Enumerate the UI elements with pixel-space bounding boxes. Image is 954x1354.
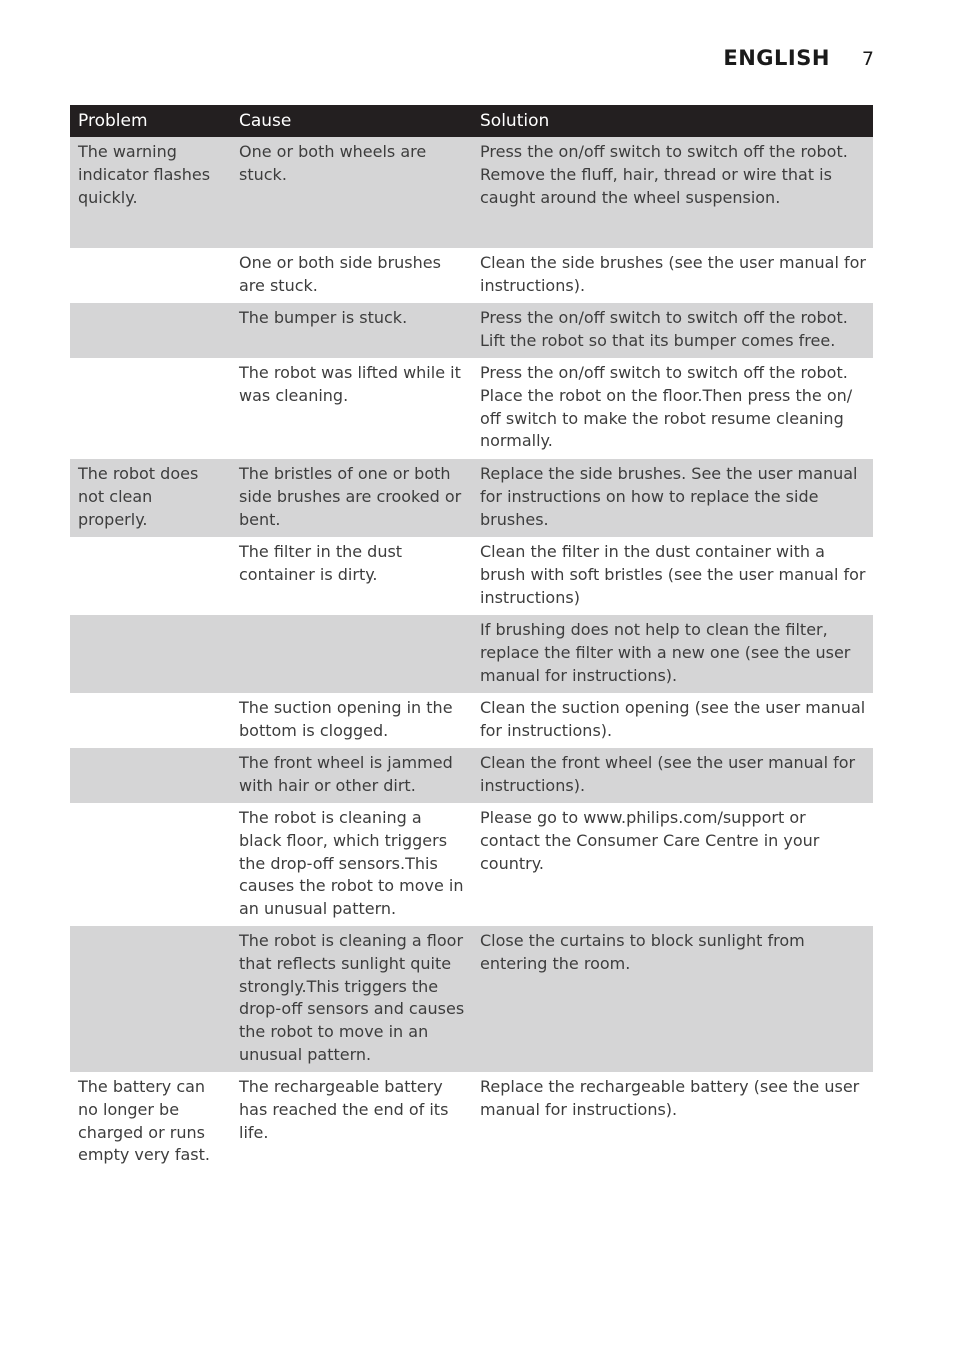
cause-cell [231,615,472,693]
table-header-row [70,105,873,137]
table-row [70,303,873,358]
page-header [723,46,874,70]
problem-cell [70,248,231,303]
cause-cell: The robot is cleaning a black floor, which triggers the drop-off sensors.This causes the robot to move in an unusual pattern. [239,808,464,919]
problem-cell [70,748,231,803]
solution-cell: Clean the filter in the dust container with a brush with soft bristles (see the user manual for instructions) [480,542,866,607]
solution-cell: Clean the side brushes (see the user manual for instructions). [480,253,867,295]
column-header-cause: Cause [231,105,472,137]
language-label: ENGLISH [723,46,830,70]
solution-cell: Press the on/off switch to switch off the robot. Lift the robot so that its bumper comes free. [472,303,873,358]
cause-cell: The filter in the dust container is dirty. [239,542,403,584]
table-row [70,748,873,803]
table-row [70,926,873,1072]
column-header-solution: Solution [472,105,873,137]
table-row [70,459,873,537]
problem-cell: The robot does not clean properly. [70,459,231,537]
problem-cell [70,803,231,926]
solution-cell: Press the on/off switch to switch off the robot. Remove the fluff, hair, thread or wire that is caught around the wheel suspension. [472,137,873,248]
solution-cell: Replace the rechargeable battery (see the user manual for instructions). [480,1077,860,1119]
problem-cell [70,693,231,748]
table-row [70,358,873,459]
solution-cell: Clean the suction opening (see the user manual for instructions). [480,698,866,740]
cause-cell: The robot was lifted while it was cleaning. [239,363,461,405]
cause-cell: One or both side brushes are stuck. [239,253,441,295]
cause-cell: The bristles of one or both side brushes are crooked or bent. [231,459,472,537]
cause-cell: The rechargeable battery has reached the end of its life. [239,1077,449,1142]
table-row [70,248,873,303]
column-header-problem: Problem [70,105,231,137]
troubleshooting-table [70,105,873,1173]
cause-cell: The suction opening in the bottom is clogged. [239,698,453,740]
table-row [70,803,873,926]
solution-cell: Replace the side brushes. See the user manual for instructions on how to replace the side brushes. [472,459,873,537]
solution-cell: Close the curtains to block sunlight from entering the room. [472,926,873,1072]
problem-cell [70,358,231,459]
solution-cell: Press the on/off switch to switch off the robot. Place the robot on the floor.Then press the on/ off switch to make the robot resume cleaning normally. [480,363,853,451]
solution-cell: Clean the front wheel (see the user manual for instructions). [472,748,873,803]
table-row [70,615,873,693]
problem-cell [70,537,231,615]
table-row [70,137,873,248]
cause-cell: The front wheel is jammed with hair or other dirt. [231,748,472,803]
table-row [70,1072,873,1173]
table-row [70,537,873,615]
table-row [70,693,873,748]
solution-cell: Please go to www.philips.com/support or contact the Consumer Care Centre in your country. [480,808,820,873]
problem-cell [70,926,231,1072]
problem-cell: The battery can no longer be charged or runs empty very fast. [78,1077,210,1165]
problem-cell: The warning indicator flashes quickly. [70,137,231,248]
cause-cell: The bumper is stuck. [231,303,472,358]
page-number: 7 [861,48,874,70]
solution-cell: If brushing does not help to clean the filter, replace the filter with a new one (see the user manual for instructions). [472,615,873,693]
cause-cell: The robot is cleaning a floor that reflects sunlight quite strongly.This triggers the drop-off sensors and causes the robot to move in an unusual pattern. [231,926,472,1072]
problem-cell [70,303,231,358]
cause-cell: One or both wheels are stuck. [231,137,472,248]
problem-cell [70,615,231,693]
